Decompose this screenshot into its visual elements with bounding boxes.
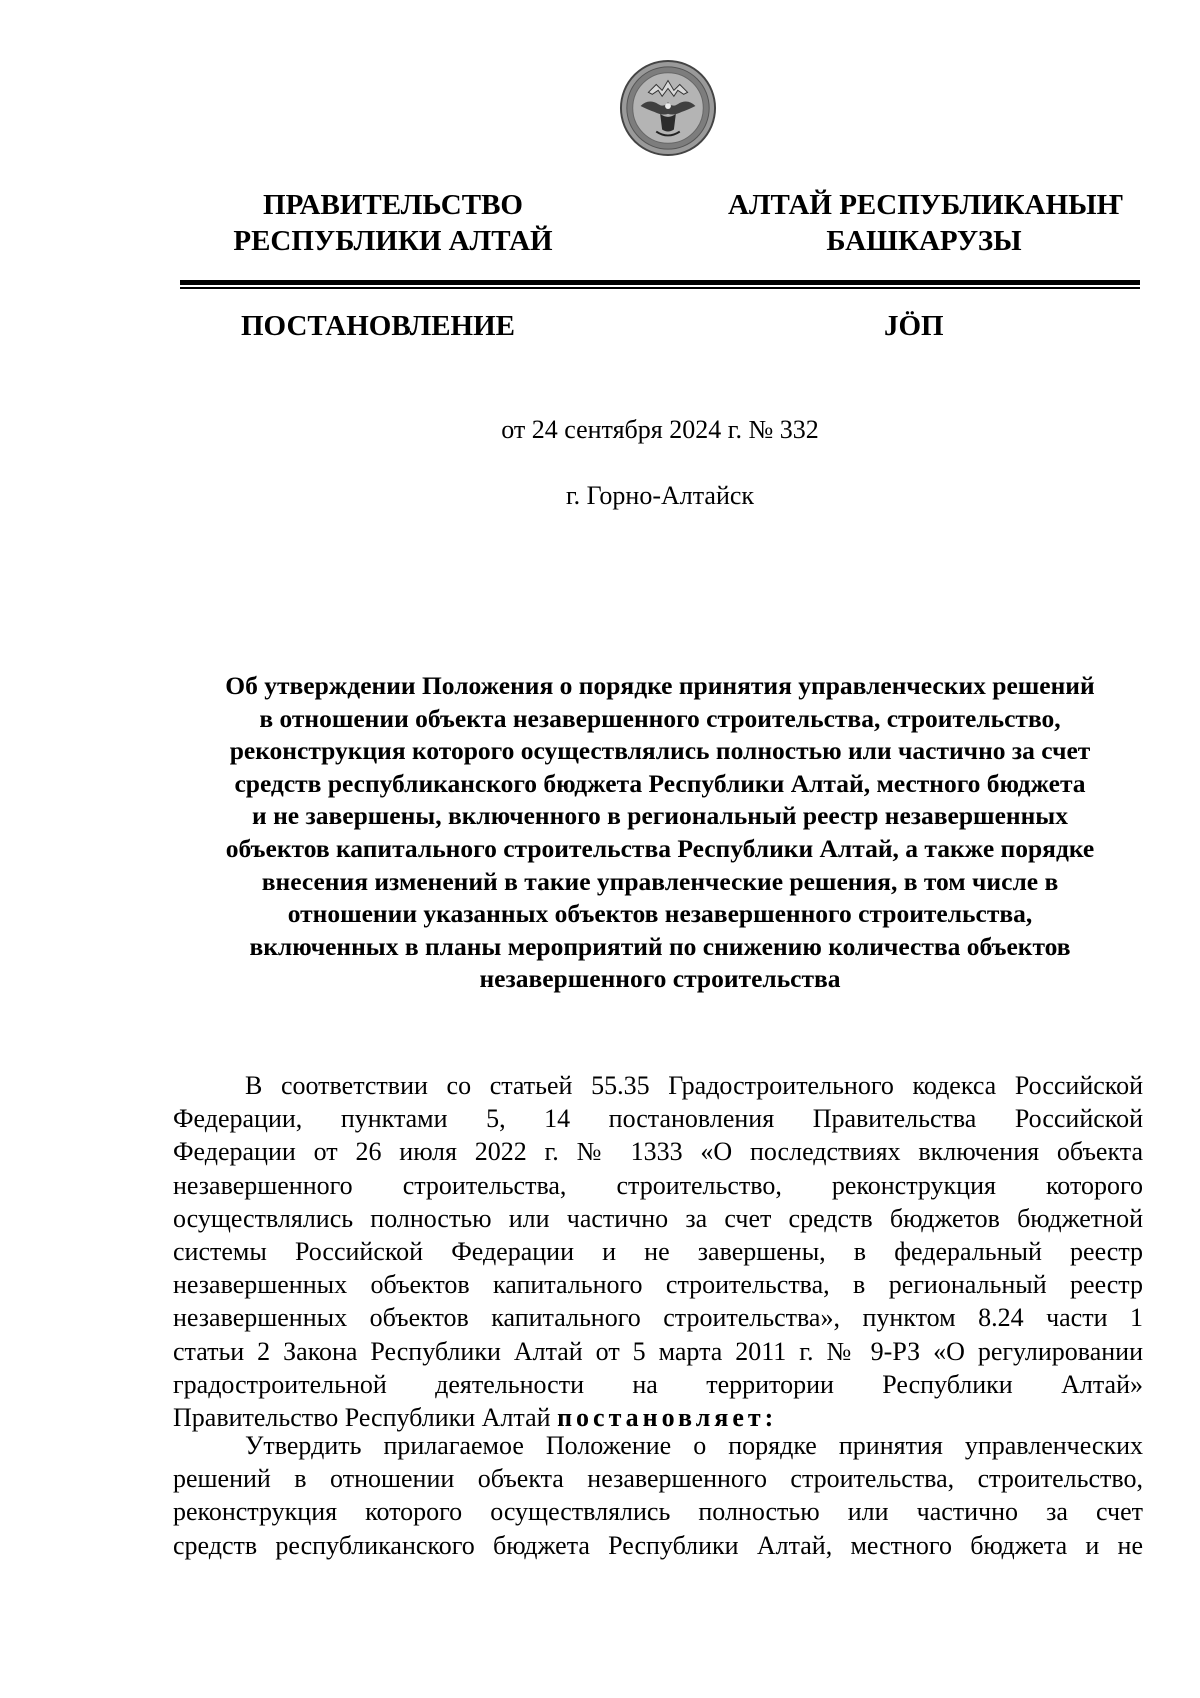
coat-of-arms-icon <box>619 59 717 157</box>
paragraph-line-text: Правительство Республики Алтай <box>173 1403 551 1433</box>
header-right-line2: БАШКАРУЗЫ <box>826 225 1022 257</box>
title-line: средств республиканского бюджета Республики Алтай, местного бюджета <box>234 768 1086 798</box>
paragraph-line: незавершенного строительства, строительство, реконструкция которого <box>173 1170 1143 1200</box>
document-city: г. Горно-Алтайск <box>565 481 755 510</box>
paragraph-line: незавершенных объектов капитального строительства», пунктом 8.24 части 1 <box>173 1303 1143 1333</box>
title-line: внесения изменений в такие управленческие решения, в том числе в <box>261 866 1059 896</box>
paragraph-line: Федерации от 26 июля 2022 г. № 1333 «О последствиях включения объекта <box>173 1137 1143 1167</box>
doc-type-altai: JÖП <box>884 310 944 342</box>
paragraph-line: реконструкция которого осуществлялись полностью или частично за счет <box>173 1497 1143 1527</box>
paragraph-line: решений в отношении объекта незавершенного строительства, строительство, <box>173 1464 1143 1494</box>
decree-keyword: постановляет: <box>557 1403 778 1433</box>
header-left-line1: ПРАВИТЕЛЬСТВО <box>263 189 523 221</box>
header-right-line1: АЛТАЙ РЕСПУБЛИКАНЫҤ <box>728 189 1124 221</box>
paragraph-line: статьи 2 Закона Республики Алтай от 5 марта 2011 г. № 9-РЗ «О регулировании <box>173 1336 1143 1366</box>
title-line: незавершенного строительства <box>479 964 841 994</box>
doc-type-russian: ПОСТАНОВЛЕНИЕ <box>241 310 516 342</box>
paragraph-line: Федерации, пунктами 5, 14 постановления Правительства Российской <box>173 1104 1143 1134</box>
title-line: объектов капитального строительства Республики Алтай, а также порядке <box>225 833 1095 863</box>
paragraph-line: системы Российской Федерации и не завершены, в федеральный реестр <box>173 1237 1143 1267</box>
title-line: Об утверждении Положения о порядке принятия управленческих решений <box>225 671 1095 700</box>
header-right-org <box>728 187 1124 259</box>
paragraph-line: средств республиканского бюджета Республики Алтай, местного бюджета и не <box>173 1530 1143 1560</box>
title-line: отношении указанных объектов незавершенного строительства, <box>287 899 1033 929</box>
document-title <box>170 670 1150 996</box>
header-left-line2: РЕСПУБЛИКИ АЛТАЙ <box>233 225 553 257</box>
paragraph-line: осуществлялись полностью или частично за счет средств бюджетов бюджетной <box>173 1203 1143 1233</box>
title-line: в отношении объекта незавершенного строительства, строительство, <box>259 703 1061 733</box>
paragraph-line: В соответствии со статьей 55.35 Градостроительного кодекса Российской <box>245 1071 1143 1100</box>
title-line: и не завершены, включенного в региональный реестр незавершенных <box>252 801 1068 831</box>
title-line: включенных в планы мероприятий по снижению количества объектов <box>249 931 1071 961</box>
title-line: реконструкция которого осуществлялись полностью или частично за счет <box>229 736 1091 766</box>
paragraph-line: Утвердить прилагаемое Положение о порядке принятия управленческих <box>245 1431 1143 1460</box>
preamble-paragraph <box>173 1069 1143 1434</box>
paragraph-line: незавершенных объектов капитального строительства, в региональный реестр <box>173 1270 1143 1300</box>
decision-paragraph <box>173 1429 1143 1562</box>
header-left-org <box>218 187 568 259</box>
header-divider-thin <box>180 287 1140 289</box>
document-date-number: от 24 сентября 2024 г. № 332 <box>501 415 819 444</box>
header-divider-thick <box>180 280 1140 285</box>
paragraph-line: градостроительной деятельности на территории Республики Алтай» <box>173 1369 1143 1399</box>
